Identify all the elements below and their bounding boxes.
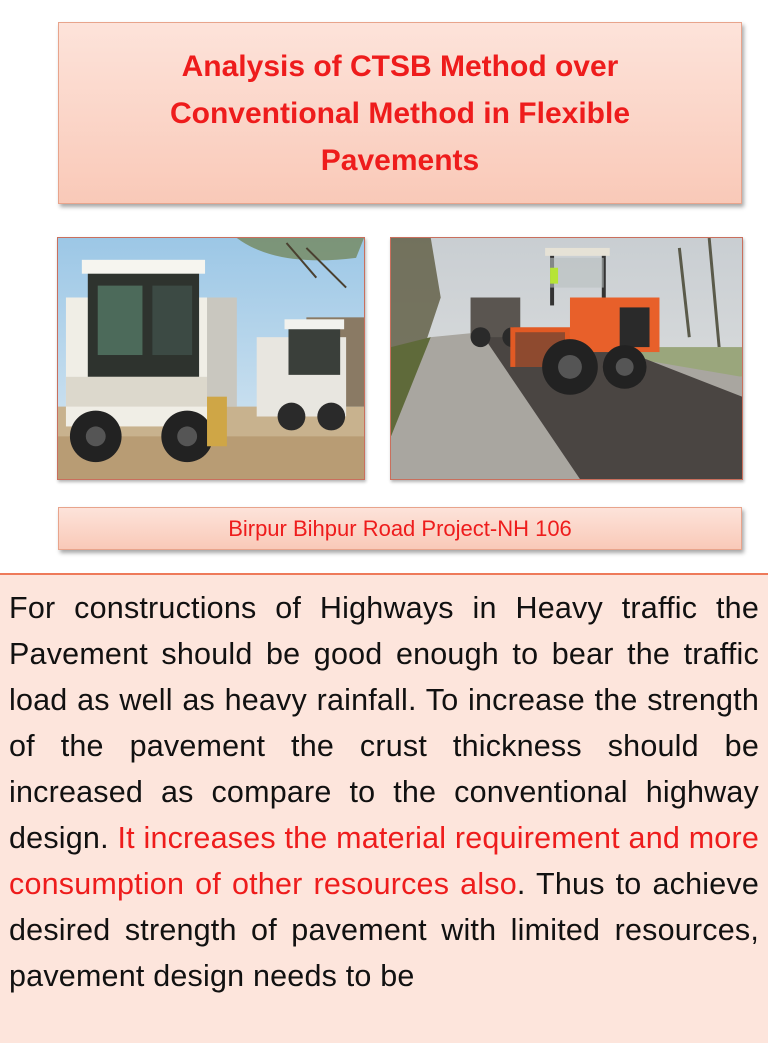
body-text-box — [0, 573, 768, 1043]
caption-box — [58, 507, 742, 550]
body-highlight: It increases the material requirement and more consumption of other resources also — [9, 821, 759, 901]
title-box — [58, 22, 742, 204]
body-paragraph — [9, 585, 759, 999]
body-text-part1: For constructions of Highways in Heavy traffic the Pavement should be good enough to bear the traffic load as well as heavy rainfall. To increase the strength of the pavement the crust thickness should be increased as compare to the conventional highway design. — [9, 591, 759, 855]
body-text-part2: . Thus to achieve desired strength of pavement with limited resources, pavement design needs to be — [9, 867, 759, 993]
project-caption: Birpur Bihpur Road Project-NH 106 — [228, 515, 572, 541]
road-roller-photo — [390, 237, 743, 480]
slide-title: Analysis of CTSB Method over Conventional Method in Flexible Pavements — [169, 49, 631, 177]
milling-machines-photo — [57, 237, 365, 480]
